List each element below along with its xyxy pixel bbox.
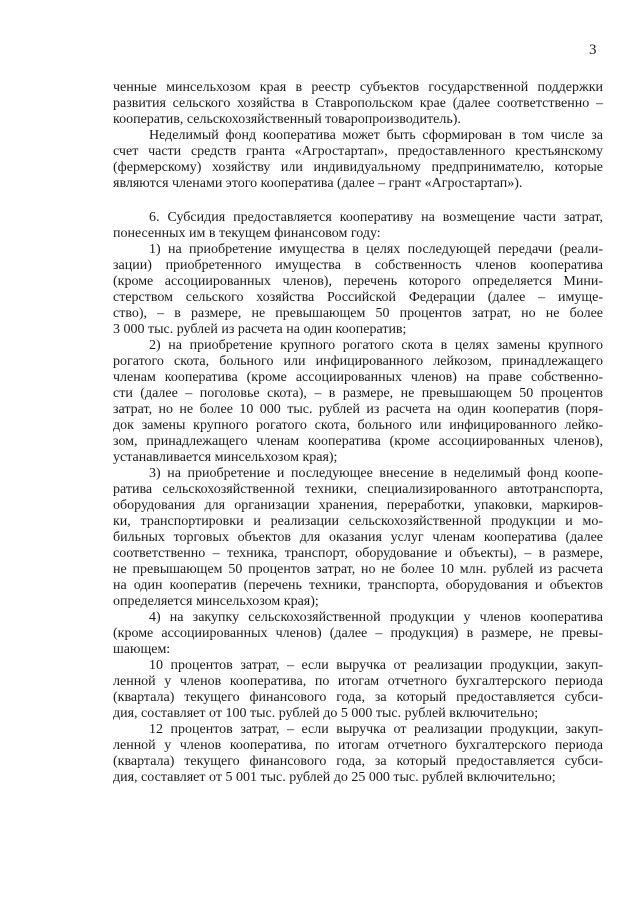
text-line: 6. Субсидия предоставляется кооперативу на возмещение части затрат, bbox=[149, 210, 603, 225]
text-line: ки, транспортировки и реализации сельскохозяйственной продукции и мо- bbox=[113, 514, 603, 529]
text-line: ленной у членов кооператива, по итогам отчетного бухгалтерского периода bbox=[113, 738, 603, 753]
text-line: 2) на приобретение крупного рогатого скота в целях замены крупного bbox=[149, 338, 603, 353]
text-line: 1) на приобретение имущества в целях последующей передачи (реали- bbox=[149, 242, 603, 257]
text-line: сти (далее – поголовье скота), – в размере, не превышающем 50 процентов bbox=[113, 386, 603, 401]
text-line: ство), – в размере, не превышающем 50 процентов затрат, но не более bbox=[113, 306, 603, 321]
text-line: док замены крупного рогатого скота, больного или инфицированного лейко- bbox=[113, 418, 603, 433]
text-line: ленной у членов кооператива, по итогам отчетного бухгалтерского периода bbox=[113, 674, 603, 689]
text-line: определяется минсельхозом края); bbox=[113, 594, 319, 609]
page-number: 3 bbox=[589, 42, 597, 58]
text-line: ченные минсельхозом края в реестр субъектов государственной поддержки bbox=[113, 80, 603, 95]
text-line: (квартала) текущего финансового года, за который предоставляется субси- bbox=[113, 754, 603, 769]
text-line: шающем: bbox=[113, 642, 171, 657]
text-line: (фермерскому) хозяйству или индивидуальному предпринимателю, которые bbox=[113, 160, 603, 175]
text-line: (квартала) текущего финансового года, за который предоставляется субси- bbox=[113, 690, 603, 705]
text-line: оборудования для организации хранения, переработки, упаковки, маркиров- bbox=[113, 498, 603, 513]
text-line: являются членами этого кооператива (далее – грант «Агростартап»). bbox=[113, 176, 523, 191]
paragraph-gap bbox=[113, 192, 603, 210]
text-line: 3 000 тыс. рублей из расчета на один кооператив; bbox=[113, 322, 407, 337]
text-line: 4) на закупку сельскохозяйственной продукции у членов кооператива bbox=[149, 610, 603, 625]
text-line: ратива сельскохозяйственной техники, специализированного автотранспорта, bbox=[113, 482, 603, 497]
text-line: (кроме ассоциированных членов), перечень которого определяется Мини- bbox=[113, 274, 603, 289]
text-line: 12 процентов затрат, – если выручка от реализации продукции, закуп- bbox=[149, 722, 603, 737]
text-line: дия, составляет от 100 тыс. рублей до 5 000 тыс. рублей включительно; bbox=[113, 706, 539, 721]
text-line: счет части средств гранта «Агростартап», предоставленного крестьянскому bbox=[113, 144, 603, 159]
text-line: затрат, но не более 10 000 тыс. рублей из расчета на один кооператив (поря- bbox=[113, 402, 603, 417]
text-line: зом, принадлежащего членам кооператива (кроме ассоциированных членов), bbox=[113, 434, 603, 449]
text-line: членам кооператива (кроме ассоциированных членов) на праве собственно- bbox=[113, 370, 603, 385]
text-line: рогатого скота, больного или инфицированного лейкозом, принадлежащего bbox=[113, 354, 603, 369]
text-line: (кроме ассоциированных членов) (далее – продукция) в размере, не превы- bbox=[113, 626, 603, 641]
text-line: Неделимый фонд кооператива может быть сформирован в том числе за bbox=[149, 128, 603, 143]
text-line: не превышающем 50 процентов затрат, но не более 10 млн. рублей из расчета bbox=[113, 562, 603, 577]
text-line: зации) приобретенного имущества в собственность членов кооператива bbox=[113, 258, 603, 273]
text-line: соответственно – техника, транспорт, оборудование и объекты), – в размере, bbox=[113, 546, 603, 561]
text-line: развития сельского хозяйства в Ставропольском крае (далее соответственно – bbox=[113, 96, 603, 111]
text-line: 10 процентов затрат, – если выручка от реализации продукции, закуп- bbox=[149, 658, 603, 673]
text-line: дия, составляет от 5 001 тыс. рублей до 25 000 тыс. рублей включительно; bbox=[113, 770, 556, 785]
text-line: кооператив, сельскохозяйственный товаропроизводитель). bbox=[113, 112, 461, 127]
document-body bbox=[113, 80, 603, 786]
text-line: стерством сельского хозяйства Российской Федерации (далее – имуще- bbox=[113, 290, 603, 305]
text-line: понесенных им в текущем финансовом году: bbox=[113, 226, 381, 241]
text-line: устанавливается минсельхозом края); bbox=[113, 450, 338, 465]
text-line: 3) на приобретение и последующее внесение в неделимый фонд коопе- bbox=[149, 466, 603, 481]
text-line: на один кооператив (перечень техники, транспорта, оборудования и объектов bbox=[113, 578, 603, 593]
text-line: бильных торговых объектов для оказания услуг членам кооператива (далее bbox=[113, 530, 603, 545]
